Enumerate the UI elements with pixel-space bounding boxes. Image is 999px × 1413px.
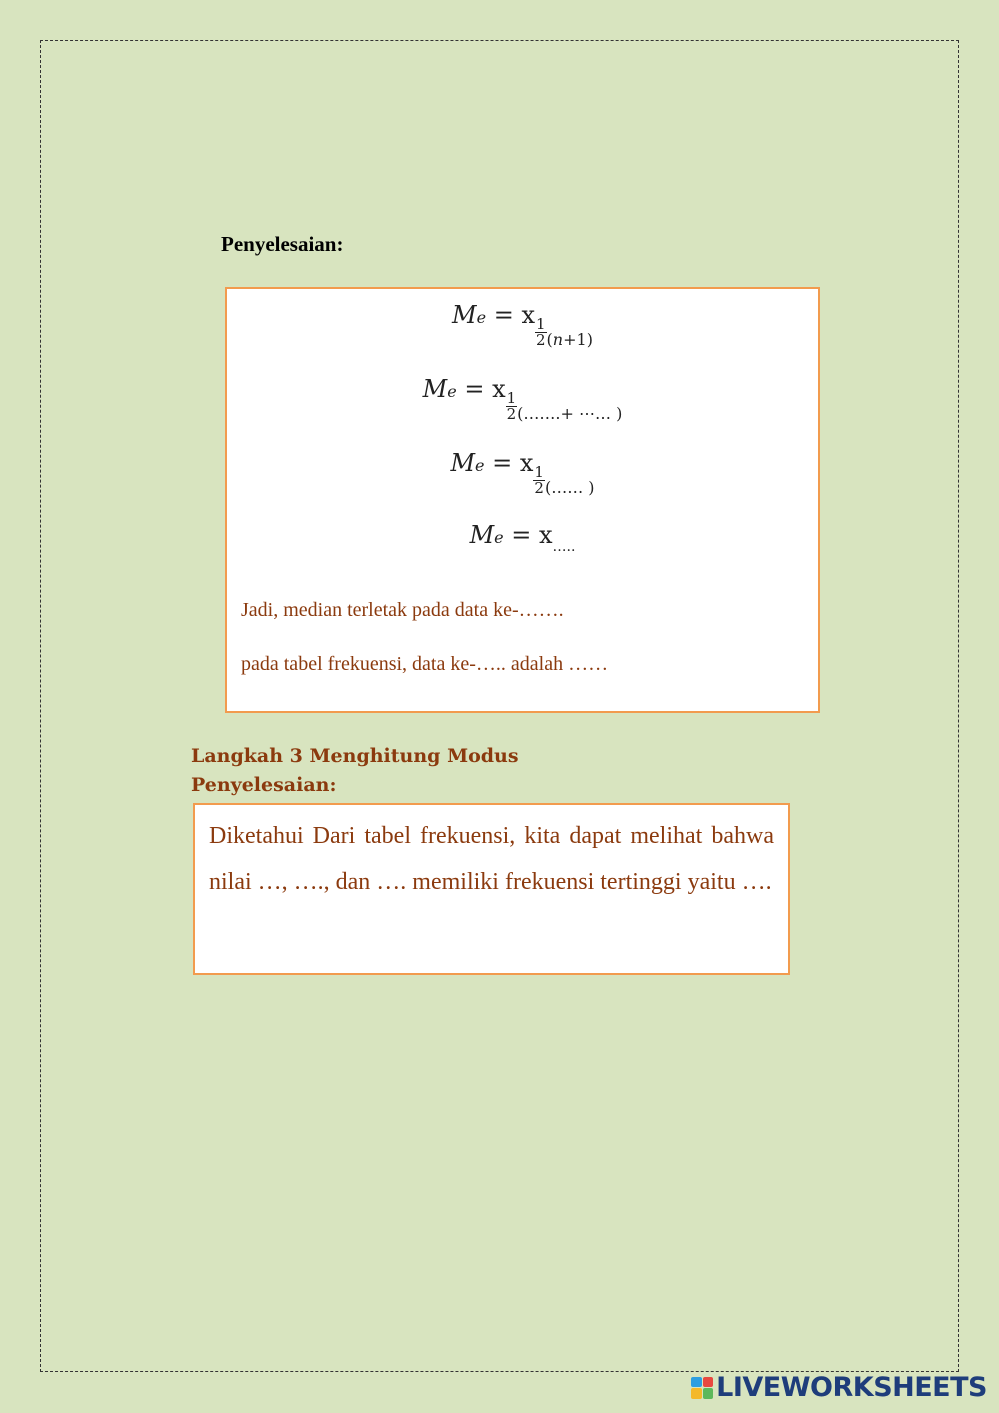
brand-name: LIVEWORKSHEETS [716,1372,987,1403]
liveworksheets-brand [691,1372,987,1403]
equation-1: Me = x $\frac{1}{2}$ $_{(n+1)}$ [452,301,593,349]
mode-solution-box [193,803,790,975]
equation-4: $Me = x_{\dots..}$ [469,521,576,555]
logo-square-red [703,1377,714,1388]
mode-step-title: Langkah 3 Menghitung Modus [191,745,519,767]
liveworksheets-logo-icon [691,1377,713,1399]
median-solution-box [225,287,820,713]
mode-text: Diketahui Dari tabel frekuensi, kita dapat melihat bahwa nilai …, …., dan …. memiliki frekuensi tertinggi yaitu …. [209,823,774,895]
equation-3: Me = x $\frac{1}{2}$ $_{(\dots\dots )}$ [450,449,595,497]
mode-step-heading [191,742,519,800]
median-table-line: pada tabel frekuensi, data ke-….. adalah …… [241,653,609,675]
median-conclusion: Jadi, median terletak pada data ke-……. [241,599,564,621]
solution-heading: Penyelesaian: [221,232,344,256]
answer-blank[interactable]: ….. [552,539,576,555]
equation-2: Me = x $\frac{1}{2}$ $_{(\dots\dots.+ \cdots\dots )}$ [422,375,623,423]
logo-square-yellow [691,1388,702,1399]
mode-subheading: Penyelesaian: [191,774,337,796]
logo-square-blue [691,1377,702,1388]
logo-square-green [703,1388,714,1399]
